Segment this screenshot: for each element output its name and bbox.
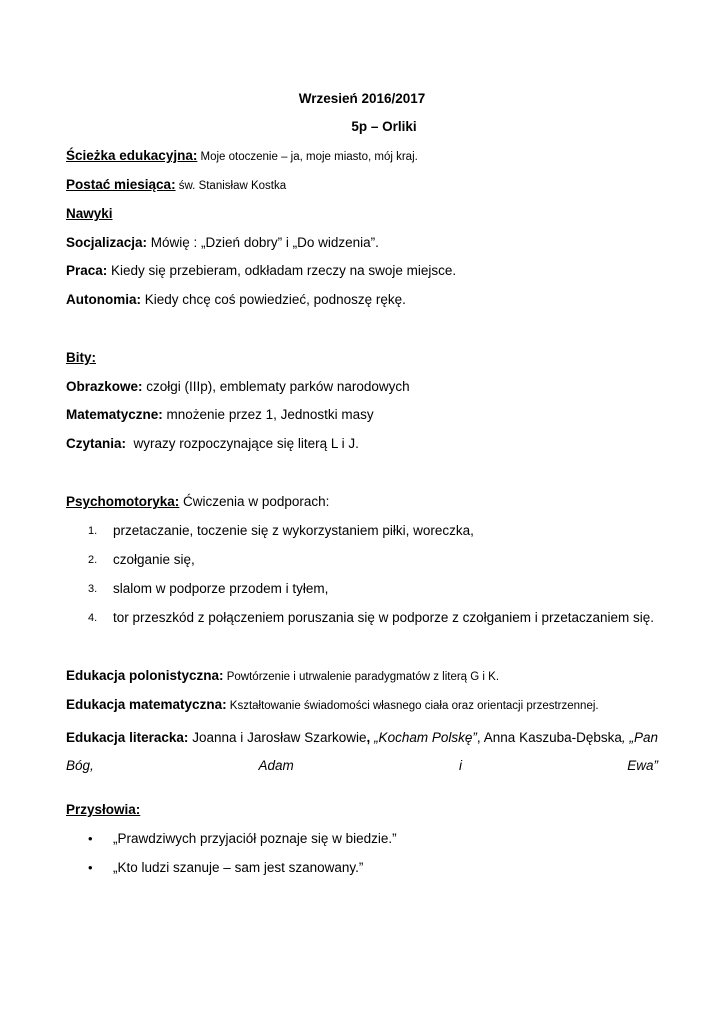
list-number: 4. [88, 612, 98, 624]
figure-of-month-value: św. Stanisław Kostka [175, 180, 287, 192]
psychomotor-section [66, 493, 658, 511]
figure-of-month [66, 176, 658, 195]
list-item: slalom w podporze przodem i tyłem, [113, 581, 329, 596]
proverbs-heading: Przysłowia: [66, 802, 141, 817]
polish-education-label: Edukacja polonistyczna: [66, 668, 224, 683]
list-number: 1. [88, 525, 98, 537]
polish-education [66, 667, 658, 686]
polish-education-value: Powtórzenie i utrwalenie paradygmatów z literą G i K. [223, 671, 500, 683]
habit-label: Socjalizacja: [66, 235, 148, 250]
list-item: tor przeszkód z połączeniem poruszania się w podporze z czołganiem i przetaczaniem się. [113, 610, 655, 625]
habit-label: Autonomia: [66, 292, 141, 307]
bits-heading: Bity: [66, 350, 96, 365]
math-education [66, 696, 658, 715]
bits-pictures [66, 378, 658, 396]
bits-value: wyrazy rozpoczynające się literą L i J. [126, 436, 359, 451]
educational-path [66, 147, 658, 166]
group-name-text: 5p – Orliki [351, 119, 417, 134]
bits-math [66, 406, 658, 424]
proverb-item: „Kto ludzi szanuje – sam jest szanowany.” [113, 860, 364, 875]
proverb-item: „Prawdziwych przyjaciół poznaje się w biedzie.” [113, 831, 397, 846]
literary-title: , „Pan Bóg, Adam i Ewa” [66, 730, 658, 773]
psychomotor-label: Psychomotoryka: [66, 494, 180, 509]
figure-of-month-label: Postać miesiąca: [66, 177, 176, 192]
habit-label: Praca: [66, 263, 108, 278]
literary-title: „Kocham Polskę” [374, 730, 477, 745]
literary-education-label: Edukacja literacka: [66, 730, 189, 745]
habit-autonomy [66, 291, 658, 309]
educational-path-label: Ścieżka edukacyjna: [66, 148, 198, 163]
document-title: Wrzesień 2016/2017 [298, 91, 426, 106]
math-education-label: Edukacja matematyczna: [66, 697, 227, 712]
literary-separator: , [366, 730, 375, 745]
literary-author: , Anna Kaszuba-Dębska [476, 730, 622, 745]
list-number: 3. [88, 583, 98, 595]
bits-reading [66, 435, 658, 453]
habit-work [66, 262, 658, 280]
habit-value: Kiedy chcę coś powiedzieć, podnoszę rękę. [141, 292, 406, 307]
habit-value: Mówię : „Dzień dobry” i „Do widzenia”. [147, 235, 379, 250]
psychomotor-value: Ćwiczenia w podporach: [179, 494, 330, 509]
list-number: 2. [88, 554, 98, 566]
bits-label: Obrazkowe: [66, 379, 143, 394]
group-name [0, 118, 724, 136]
list-item: przetaczanie, toczenie się z wykorzystaniem piłki, woreczka, [113, 523, 474, 538]
bits-label: Czytania: [66, 436, 127, 451]
bits-value: czołgi (IIIp), emblematy parków narodowych [142, 379, 410, 394]
literary-education [66, 724, 658, 780]
habit-value: Kiedy się przebieram, odkładam rzeczy na swoje miejsce. [107, 263, 457, 278]
bullet-icon: • [88, 860, 93, 875]
habit-socialization [66, 234, 658, 252]
literary-author: Joanna i Jarosław Szarkowie [188, 730, 367, 745]
bullet-icon: • [88, 831, 93, 846]
bits-value: mnożenie przez 1, Jednostki masy [162, 407, 374, 422]
list-item: czołganie się, [113, 552, 195, 567]
math-education-value: Kształtowanie świadomości własnego ciała oraz orientacji przestrzennej. [226, 700, 599, 712]
habits-heading: Nawyki [66, 206, 113, 221]
bits-label: Matematyczne: [66, 407, 163, 422]
educational-path-value: Moje otoczenie – ja, moje miasto, mój kraj. [197, 151, 418, 163]
